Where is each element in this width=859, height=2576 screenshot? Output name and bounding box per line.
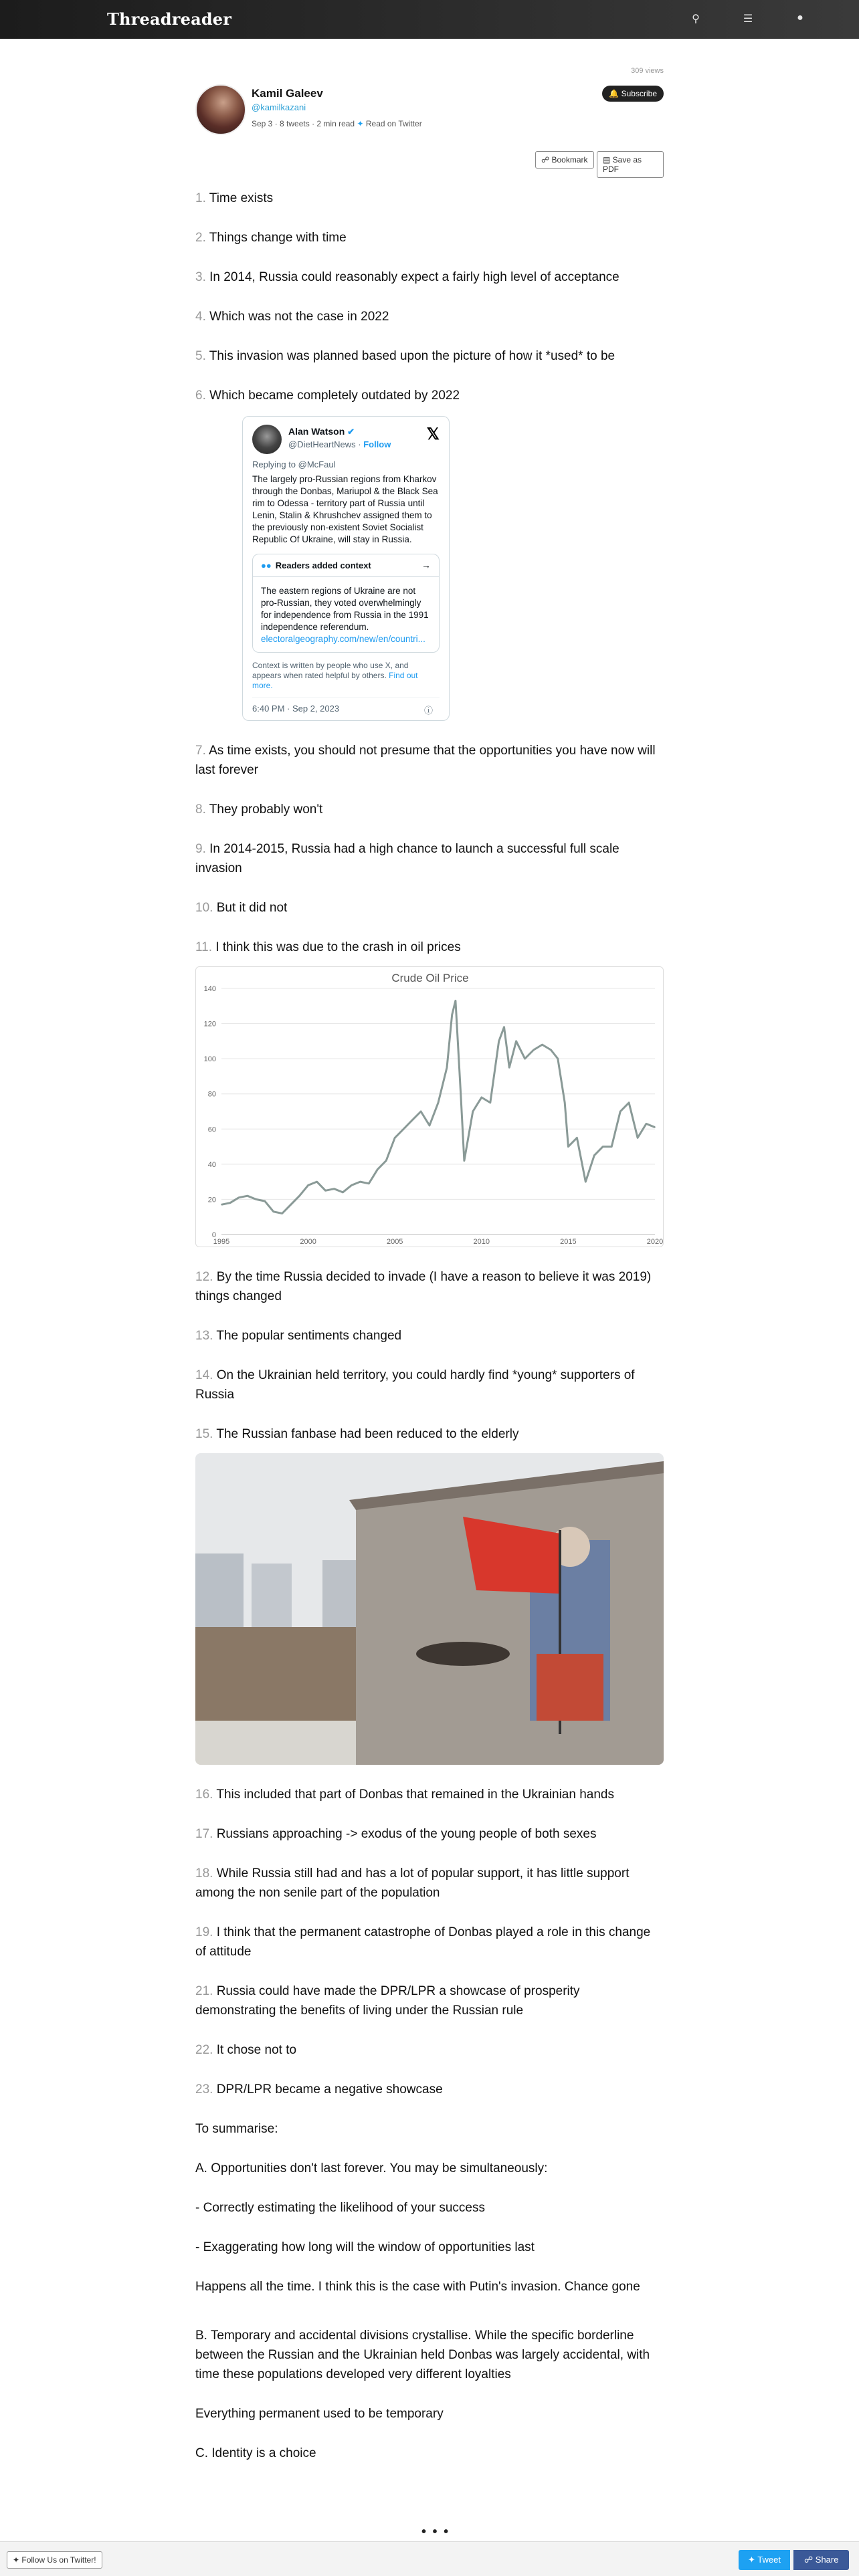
embedded-tweet[interactable] [242,416,450,721]
tweet-text: While Russia still had and has a lot of popular support, it has little support among the non senile part of the population [195,1866,630,1900]
community-note-body [253,577,439,652]
oil-price-chart[interactable] [195,966,664,1247]
data-point [460,1093,462,1095]
data-point [238,1197,240,1198]
follow-link[interactable]: Follow [363,439,391,449]
tweet-text: But it did not [216,901,288,915]
embedded-tweet-header [252,425,440,457]
summary-heading: To summarise: [195,2122,278,2136]
tweet-count: 8 tweets [280,119,310,128]
data-point [611,1146,612,1148]
summary-paragraph: Happens all the time. I think this is the case with Putin's invasion. Chance gone [195,2280,640,2294]
share-label: Share [815,2555,839,2565]
x-tick-label: 2015 [560,1238,577,1246]
tweet-number: 21. [195,1984,213,1998]
verified-badge-icon: ✔ [347,427,355,437]
garage-wall [356,1467,664,1765]
info-icon[interactable]: ⓘ [423,706,433,716]
data-point [568,1146,569,1148]
embedded-tweet-time [252,697,440,714]
follow-us-label: Follow Us on Twitter! [21,2555,96,2565]
data-point [247,1195,248,1196]
y-tick-label: 120 [203,1020,216,1029]
embedded-timestamp[interactable]: 6:40 PM · Sep 2, 2023 [252,704,340,714]
tweet-19 [195,1923,664,1961]
bare-trees [195,1627,376,1727]
tweet-17 [195,1824,664,1844]
read-on-twitter-link[interactable]: Read on Twitter [365,119,422,128]
data-point [290,1204,292,1206]
summary-point-a: A. Opportunities don't last forever. You may be simultaneously: [195,2161,548,2175]
tweet-13 [195,1326,664,1346]
tweet-text: As time exists, you should not presume that the opportunities you have now will last forever [195,744,656,777]
bookmark-button[interactable]: ☍ Bookmark [535,151,594,169]
thread-content [195,39,664,2463]
data-point [472,1111,474,1112]
data-point [593,1155,595,1156]
embedded-name-text: Alan Watson [288,426,345,437]
data-point [628,1102,630,1103]
avatar[interactable] [195,84,246,135]
embedded-tweet-text: The largely pro-Russian regions from Kharkov through the Donbas, Mariupol & the Black Sea rim to Odessa - territory part of Russia until Lenin, Stalin & Khrushchev assigned them to the previously non-existent Soviet Socialist Republic Of Ukraine, will stay in Russia. [252,474,438,544]
data-point [360,1181,361,1182]
tweet-text: The popular sentiments changed [216,1329,402,1343]
mural-shadow [416,1642,510,1666]
data-point [637,1138,638,1139]
data-point [343,1192,344,1193]
community-note-disclaimer [252,661,440,691]
tweet-number: 11. [195,940,213,954]
tweet-number: 7. [195,744,206,758]
x-tick-label: 2000 [300,1238,316,1246]
tweet-number: 15. [195,1427,213,1441]
y-tick-label: 80 [207,1090,216,1099]
tweet-number: 4. [195,310,206,324]
tweet-10 [195,898,664,918]
tweet-6 [195,386,664,405]
tweet-number: 1. [195,191,206,205]
tweet-text: The Russian fanbase had been reduced to the elderly [216,1427,519,1441]
tweet-number: 18. [195,1866,213,1881]
y-tick-label: 60 [207,1125,216,1134]
tweet-number: 13. [195,1329,213,1343]
data-point [316,1181,318,1182]
thread-date: Sep 3 [252,119,273,128]
tweet-number: 22. [195,2043,213,2057]
tweet-1 [195,189,664,208]
data-point [455,1000,456,1002]
tweet-share-button[interactable]: ✦ Tweet [739,2550,790,2570]
brand-logo[interactable]: Threadreader [107,9,232,29]
nav-icons [689,12,807,25]
read-time: 2 min read [316,119,355,128]
data-point [273,1211,274,1212]
mural-dress [537,1654,603,1721]
find-out-more-link[interactable]: Find out more. [252,671,418,690]
data-point [420,1111,421,1112]
mural-photo-svg [195,1453,664,1765]
tweet-text: I think this was due to the crash in oil prices [215,940,461,954]
x-tick-label: 2010 [473,1238,490,1246]
menu-icon[interactable]: ☰ [743,13,753,25]
data-point [557,1058,559,1059]
tweet-4 [195,307,664,326]
community-note-title: Readers added context [275,560,371,570]
data-point [490,1102,491,1103]
summary-point-c: C. Identity is a choice [195,2446,316,2460]
tweet-9 [195,839,664,878]
tweet-18 [195,1864,664,1903]
data-point [498,1041,500,1042]
tweet-8 [195,800,664,819]
tweet-text: By the time Russia decided to invade (I have a reason to believe it was 2019) things changed [195,1270,652,1303]
thread-actions [195,146,664,173]
tweet-text: I think that the permanent catastrophe of Donbas played a role in this change of attitude [195,1925,651,1959]
tweet-text: This included that part of Donbas that remained in the Ukrainian hands [216,1788,614,1802]
x-logo-icon[interactable]: 𝕏 [426,425,440,443]
summary-point-b: B. Temporary and accidental divisions crystallise. While the specific borderline between the Russian and the Ukrainian held Donbas was largely accidental, with time these populations developed very different loyalties [195,2329,650,2381]
data-point [564,1102,565,1103]
user-icon[interactable]: ● [797,12,803,23]
y-tick-label: 140 [203,985,216,993]
data-point [256,1199,257,1200]
bookmark-label: Bookmark [551,155,588,165]
tweet-11 [195,938,664,957]
tweet-text: Russia could have made the DPR/LPR a showcase of prosperity demonstrating the benefits of living under the Russian rule [195,1984,580,2018]
data-point [282,1213,283,1214]
follow-us-button[interactable]: ✦ Follow Us on Twitter! [7,2551,102,2569]
data-point [264,1200,266,1202]
embedded-handle-line: @DietHeartNews · Follow [288,439,391,449]
data-point [577,1138,578,1139]
y-tick-label: 100 [203,1055,216,1064]
data-point [619,1111,621,1112]
data-point [602,1146,603,1148]
data-point [464,1160,465,1162]
tweet-number: 3. [195,270,206,284]
data-point [221,1204,222,1206]
community-note-text: The eastern regions of Ukraine are not pro-Russian, they voted overwhelmingly for independence from Russia in the 1991 independence referendum. [261,586,429,632]
tweet-21 [195,1981,664,2020]
data-point [551,1049,552,1051]
data-point [504,1027,505,1028]
people-icon: ●● [261,560,272,570]
data-point [516,1041,517,1042]
tweet-text: Time exists [209,191,274,205]
data-point [394,1138,395,1139]
y-tick-label: 20 [207,1196,216,1204]
tweet-23 [195,2080,664,2099]
twitter-bird-icon: ✦ [357,119,364,128]
data-point [334,1188,335,1190]
tweet-14 [195,1366,664,1404]
tweet-number: 8. [195,802,206,817]
tweet-text: Russians approaching -> exodus of the young people of both sexes [216,1827,597,1841]
subscribe-button[interactable]: 🔔 Subscribe [602,86,664,102]
tweet-number: 19. [195,1925,213,1939]
oil-price-series-line [221,1000,655,1213]
tweet-3 [195,267,664,287]
tweet-number: 10. [195,901,213,915]
save-pdf-label: Save as PDF [603,155,642,174]
disclaimer-text: Context is written by people who use X, and appears when rated helpful by others. [252,661,409,680]
data-point [403,1128,404,1130]
tweet-15 [195,1424,664,1444]
data-point [299,1195,300,1196]
data-point [508,1067,510,1068]
tweet-number: 9. [195,842,206,856]
data-point [646,1123,647,1125]
y-tick-label: 0 [211,1231,216,1239]
summary-bullet: - Correctly estimating the likelihood of your success [195,2201,485,2215]
data-point [452,1014,453,1016]
tweet-text: Things change with time [209,231,347,245]
author-name[interactable]: Kamil Galeev [252,87,323,100]
data-point [446,1067,448,1068]
tweet-text: On the Ukrainian held territory, you could hardly find *young* supporters of Russia [195,1368,635,1402]
tweet-22 [195,2040,664,2060]
tweet-text: DPR/LPR became a negative showcase [216,2082,443,2097]
tweet-share-label: Tweet [757,2555,781,2565]
embedded-avatar[interactable] [252,425,282,454]
community-note-link[interactable]: electoralgeography.com/new/en/countri... [261,634,425,644]
tweet-text: Which was not the case in 2022 [209,310,389,324]
tweet-number: 16. [195,1788,213,1802]
view-count: 309 views [631,67,664,75]
community-note-header [253,554,439,577]
tweet-number: 6. [195,389,206,403]
save-pdf-button[interactable]: ▤ Save as PDF [597,151,664,178]
more-indicator[interactable]: • • • [421,2525,450,2539]
x-tick-label: 2005 [386,1238,403,1246]
data-point [542,1044,543,1045]
tweet-text: In 2014-2015, Russia had a high chance to launch a successful full scale invasion [195,842,619,875]
y-tick-label: 40 [207,1160,216,1169]
author-handle[interactable]: @kamilkazani [252,102,306,112]
tweet-text: In 2014, Russia could reasonably expect a fairly high level of acceptance [209,270,619,284]
data-point [308,1185,309,1186]
tweet-number: 17. [195,1827,213,1841]
tweet-number: 14. [195,1368,213,1382]
tweet-text: They probably won't [209,802,323,817]
oil-price-chart-svg [196,967,664,1248]
arrow-right-icon: → [421,560,431,570]
tweet-number: 23. [195,2082,213,2097]
data-point [369,1183,370,1184]
data-point [533,1049,535,1051]
data-point [411,1119,413,1121]
subscribe-label: Subscribe [621,89,657,98]
tweet-number: 12. [195,1270,213,1284]
tweet-2 [195,228,664,247]
share-button[interactable]: ☍ Share [793,2550,849,2570]
replying-to[interactable]: Replying to @McFaul [252,459,336,469]
data-point [377,1169,378,1170]
tweet-5 [195,346,664,366]
data-point [654,1127,656,1128]
data-point [429,1125,430,1126]
data-point [325,1190,326,1191]
data-point [385,1160,387,1162]
tweet-number: 5. [195,349,206,363]
tweet-7 [195,741,664,780]
data-point [438,1102,439,1103]
tweet-text: This invasion was planned based upon the picture of how it *used* to be [209,349,615,363]
tweet-16 [195,1785,664,1804]
x-tick-label: 1995 [213,1238,230,1246]
thread-meta: Sep 3 · 8 tweets · 2 min read ✦ Read on Twitter [252,119,422,128]
mural-photo[interactable] [195,1453,664,1765]
summary-bullet: - Exaggerating how long will the window of opportunities last [195,2240,535,2254]
chart-title: Crude Oil Price [391,972,469,984]
tweet-text: It chose not to [216,2043,297,2057]
data-point [524,1058,526,1059]
author-profile [195,39,664,146]
summary-paragraph: Everything permanent used to be temporary [195,2407,444,2421]
data-point [585,1181,587,1182]
tweet-text: Which became completely outdated by 2022 [209,389,460,403]
bottom-bar [0,2541,859,2576]
embedded-author-name[interactable] [288,426,355,437]
x-tick-label: 2020 [646,1238,664,1246]
tweet-number: 2. [195,231,206,245]
data-point [481,1097,482,1098]
top-navbar [0,0,859,39]
tweet-12 [195,1267,664,1306]
embedded-handle[interactable]: @DietHeartNews [288,439,356,449]
search-icon[interactable]: ⚲ [692,13,700,25]
data-point [229,1202,231,1204]
community-note[interactable] [252,554,440,653]
data-point [351,1185,353,1186]
